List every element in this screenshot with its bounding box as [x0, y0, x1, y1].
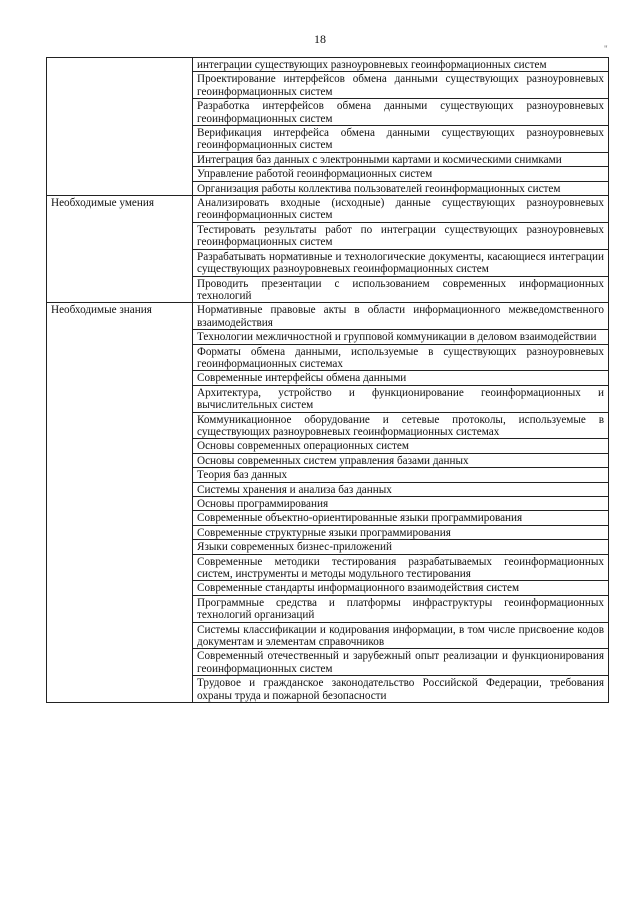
- table-cell: Системы классификации и кодирования информации, в том числе присвоение кодов документам и элементам справочников: [193, 622, 609, 649]
- table-cell: Трудовое и гражданское законодательство Российской Федерации, требования охраны труда и пожарной безопасности: [193, 676, 609, 703]
- table-cell: Современные методики тестирования разрабатываемых геоинформационных систем, инструменты и методы модульного тестирования: [193, 554, 609, 581]
- table-cell: Архитектура, устройство и функционирование геоинформационных и вычислительных систем: [193, 385, 609, 412]
- table-cell: Верификация интерфейса обмена данными существующих разноуровневых геоинформационных систем: [193, 126, 609, 153]
- table-cell: Современные интерфейсы обмена данными: [193, 371, 609, 385]
- table-cell: Организация работы коллектива пользователей геоинформационных систем: [193, 181, 609, 195]
- table-cell: Тестировать результаты работ по интеграции существующих разноуровневых геоинформационных систем: [193, 222, 609, 249]
- skills-label: Необходимые умения: [47, 196, 193, 303]
- table-body: [47, 58, 609, 703]
- table-row: [47, 303, 609, 330]
- table-cell: Проектирование интерфейсов обмена данными существующих разноуровневых геоинформационных систем: [193, 72, 609, 99]
- knowledge-label: Необходимые знания: [47, 303, 193, 703]
- table-cell: интеграции существующих разноуровневых геоинформационных систем: [193, 58, 609, 72]
- table-cell: Технологии межличностной и групповой коммуникации в деловом взаимодействии: [193, 330, 609, 344]
- row-label-empty: [47, 58, 193, 196]
- table-cell: Анализировать входные (исходные) данные существующих разноуровневых геоинформационных систем: [193, 196, 609, 223]
- table-cell: Проводить презентации с использованием современных информационных технологий: [193, 276, 609, 303]
- table-row: [47, 196, 609, 223]
- table-cell: Системы хранения и анализа баз данных: [193, 482, 609, 496]
- table-cell: Языки современных бизнес-приложений: [193, 540, 609, 554]
- table-cell: Современные объектно-ориентированные языки программирования: [193, 511, 609, 525]
- table-cell: Основы современных систем управления базами данных: [193, 453, 609, 467]
- competency-table: [46, 57, 609, 703]
- table-cell: Интеграция баз данных с электронными картами и космическими снимками: [193, 152, 609, 166]
- table-cell: Современный отечественный и зарубежный опыт реализации и функционирования геоинформационных систем: [193, 649, 609, 676]
- table-cell: Коммуникационное оборудование и сетевые протоколы, используемые в существующих разноуровневых геоинформационных системах: [193, 412, 609, 439]
- table-cell: Управление работой геоинформационных систем: [193, 167, 609, 181]
- page-number: 18: [314, 32, 326, 46]
- table-cell: Современные стандарты информационного взаимодействия систем: [193, 581, 609, 595]
- table-cell: Основы программирования: [193, 497, 609, 511]
- table-cell: Программные средства и платформы инфраструктуры геоинформационных технологий организаций: [193, 595, 609, 622]
- table-cell: Теория баз данных: [193, 468, 609, 482]
- table-cell: Современные структурные языки программирования: [193, 525, 609, 539]
- margin-mark: ": [604, 44, 608, 54]
- table-cell: Основы современных операционных систем: [193, 439, 609, 453]
- table-cell: Разработка интерфейсов обмена данными существующих разноуровневых геоинформационных систем: [193, 99, 609, 126]
- table-row: [47, 58, 609, 72]
- table-cell: Форматы обмена данными, используемые в существующих разноуровневых геоинформационных системах: [193, 344, 609, 371]
- table-cell: Нормативные правовые акты в области информационного межведомственного взаимодействия: [193, 303, 609, 330]
- table-cell: Разрабатывать нормативные и технологические документы, касающиеся интеграции существующих разноуровневых геоинформационных систем: [193, 249, 609, 276]
